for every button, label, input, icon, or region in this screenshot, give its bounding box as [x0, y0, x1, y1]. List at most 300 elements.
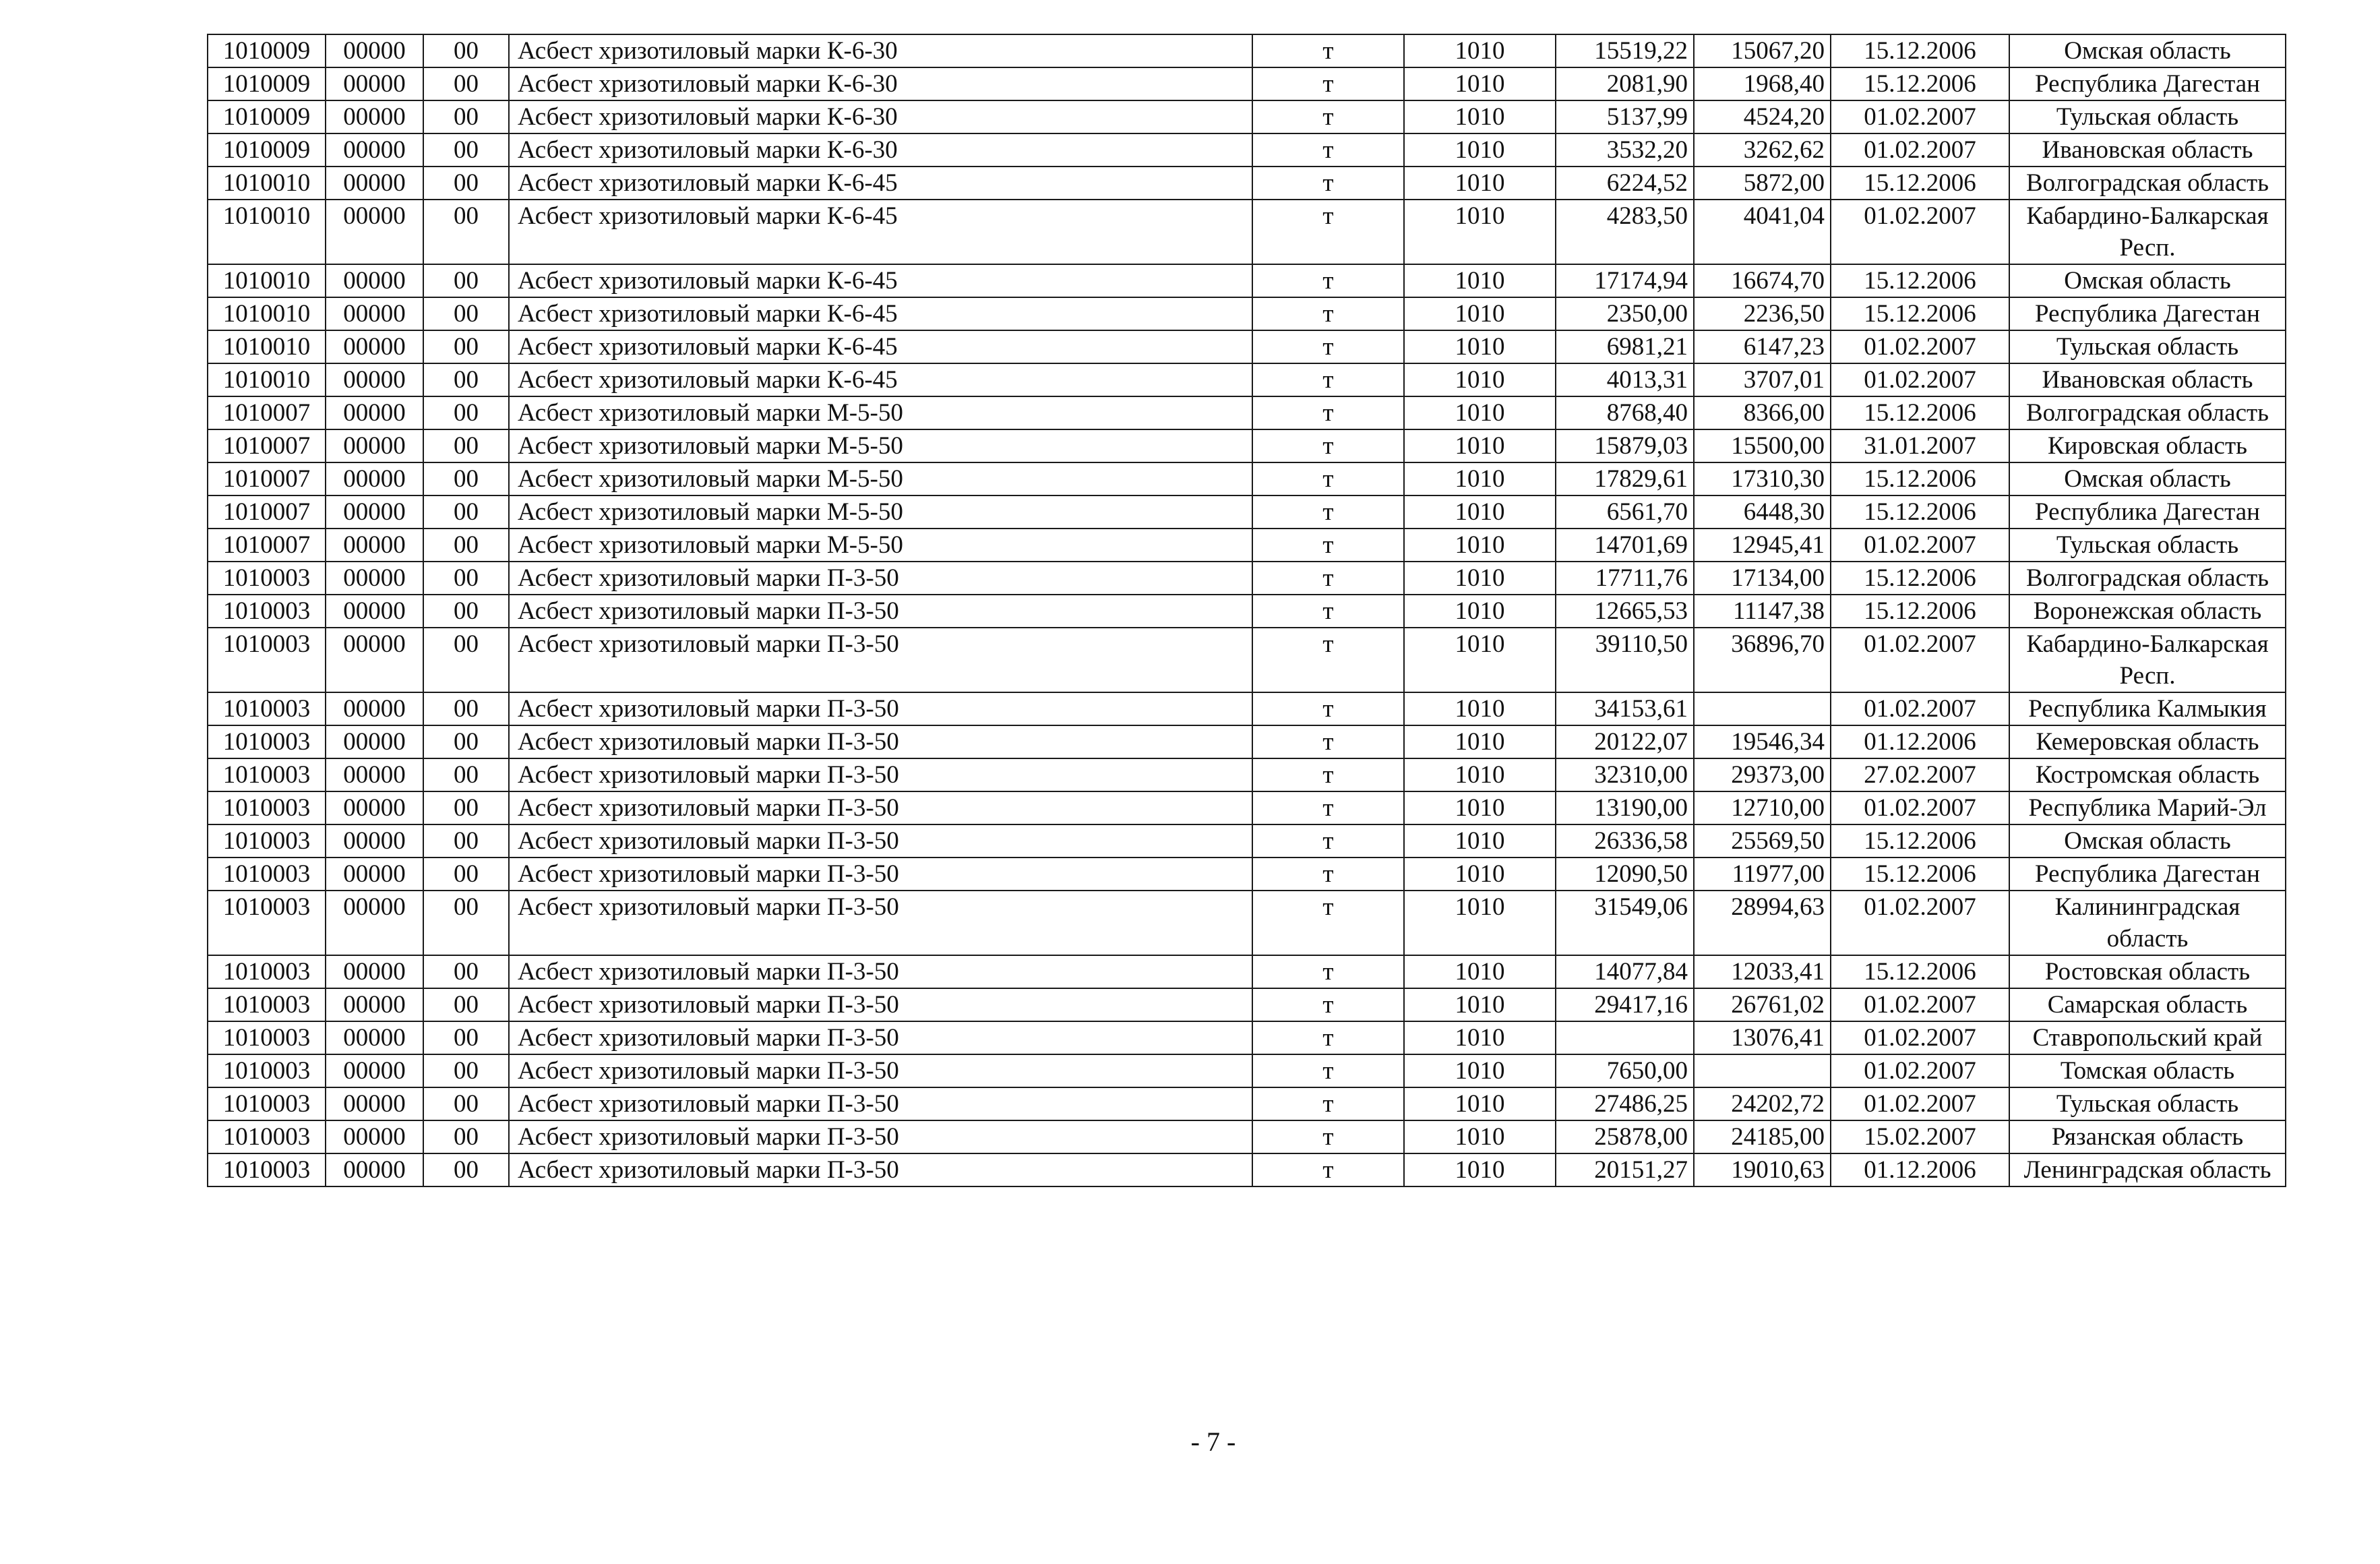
- price-1-cell: 2350,00: [1556, 297, 1694, 330]
- product-name-cell: Асбест хризотиловый марки П-3-50: [509, 725, 1252, 758]
- unit-cell: т: [1252, 297, 1404, 330]
- group-code-cell: 00: [423, 1054, 509, 1087]
- date-cell: 01.02.2007: [1831, 330, 2009, 363]
- price-table: [207, 34, 2286, 1187]
- subcode-cell: 00000: [326, 200, 423, 264]
- price-1-cell: 27486,25: [1556, 1087, 1694, 1120]
- product-code-cell: 1010003: [208, 891, 326, 955]
- price-table-body: [208, 34, 2286, 1186]
- group-code-cell: 00: [423, 692, 509, 725]
- product-code-cell: 1010009: [208, 34, 326, 67]
- product-code-cell: 1010003: [208, 1087, 326, 1120]
- product-code-cell: 1010003: [208, 988, 326, 1021]
- unit-cell: т: [1252, 595, 1404, 628]
- region-cell: Ставропольский край: [2009, 1021, 2286, 1054]
- group-code-cell: 00: [423, 529, 509, 562]
- date-cell: 15.12.2006: [1831, 34, 2009, 67]
- product-name-cell: Асбест хризотиловый марки П-3-50: [509, 562, 1252, 595]
- price-2-cell: 4041,04: [1694, 200, 1831, 264]
- region-cell: Кабардино-Балкарская Респ.: [2009, 628, 2286, 692]
- date-cell: 01.02.2007: [1831, 529, 2009, 562]
- date-cell: 15.12.2006: [1831, 562, 2009, 595]
- product-code-cell: 1010010: [208, 330, 326, 363]
- price-1-cell: 4283,50: [1556, 200, 1694, 264]
- product-code-cell: 1010007: [208, 529, 326, 562]
- group-code-cell: 00: [423, 297, 509, 330]
- price-1-cell: 4013,31: [1556, 363, 1694, 396]
- price-1-cell: 15879,03: [1556, 429, 1694, 462]
- region-cell: Омская область: [2009, 462, 2286, 495]
- price-2-cell: 25569,50: [1694, 824, 1831, 858]
- subcode-cell: 00000: [326, 297, 423, 330]
- date-cell: 01.02.2007: [1831, 628, 2009, 692]
- group-code-cell: 00: [423, 955, 509, 988]
- date-cell: 27.02.2007: [1831, 758, 2009, 791]
- region-cell: Ивановская область: [2009, 363, 2286, 396]
- unit-code-cell: 1010: [1404, 1054, 1556, 1087]
- region-cell: Республика Калмыкия: [2009, 692, 2286, 725]
- table-row: [208, 363, 2286, 396]
- table-row: [208, 758, 2286, 791]
- subcode-cell: 00000: [326, 628, 423, 692]
- subcode-cell: 00000: [326, 429, 423, 462]
- product-code-cell: 1010003: [208, 1054, 326, 1087]
- date-cell: 15.12.2006: [1831, 495, 2009, 529]
- table-row: [208, 791, 2286, 824]
- region-cell: Тульская область: [2009, 100, 2286, 133]
- price-2-cell: 15500,00: [1694, 429, 1831, 462]
- product-code-cell: 1010003: [208, 791, 326, 824]
- unit-cell: т: [1252, 692, 1404, 725]
- unit-code-cell: 1010: [1404, 1120, 1556, 1153]
- product-name-cell: Асбест хризотиловый марки П-3-50: [509, 595, 1252, 628]
- subcode-cell: 00000: [326, 133, 423, 167]
- subcode-cell: 00000: [326, 330, 423, 363]
- date-cell: 01.02.2007: [1831, 891, 2009, 955]
- product-name-cell: Асбест хризотиловый марки К-6-30: [509, 34, 1252, 67]
- region-cell: Республика Дагестан: [2009, 297, 2286, 330]
- price-1-cell: 12090,50: [1556, 858, 1694, 891]
- price-2-cell: 6448,30: [1694, 495, 1831, 529]
- subcode-cell: 00000: [326, 167, 423, 200]
- product-name-cell: Асбест хризотиловый марки К-6-45: [509, 330, 1252, 363]
- price-1-cell: 6561,70: [1556, 495, 1694, 529]
- price-1-cell: 31549,06: [1556, 891, 1694, 955]
- subcode-cell: 00000: [326, 34, 423, 67]
- price-2-cell: 12710,00: [1694, 791, 1831, 824]
- unit-code-cell: 1010: [1404, 495, 1556, 529]
- subcode-cell: 00000: [326, 264, 423, 297]
- table-row: [208, 824, 2286, 858]
- subcode-cell: 00000: [326, 462, 423, 495]
- unit-cell: т: [1252, 529, 1404, 562]
- region-cell: Омская область: [2009, 264, 2286, 297]
- unit-code-cell: 1010: [1404, 858, 1556, 891]
- price-2-cell: 17134,00: [1694, 562, 1831, 595]
- subcode-cell: 00000: [326, 1021, 423, 1054]
- region-cell: Омская область: [2009, 824, 2286, 858]
- product-name-cell: Асбест хризотиловый марки П-3-50: [509, 1087, 1252, 1120]
- subcode-cell: 00000: [326, 595, 423, 628]
- date-cell: 01.02.2007: [1831, 1087, 2009, 1120]
- unit-code-cell: 1010: [1404, 462, 1556, 495]
- product-name-cell: Асбест хризотиловый марки М-5-50: [509, 396, 1252, 429]
- unit-cell: т: [1252, 363, 1404, 396]
- group-code-cell: 00: [423, 988, 509, 1021]
- subcode-cell: 00000: [326, 363, 423, 396]
- date-cell: 31.01.2007: [1831, 429, 2009, 462]
- unit-code-cell: 1010: [1404, 628, 1556, 692]
- product-code-cell: 1010003: [208, 858, 326, 891]
- subcode-cell: 00000: [326, 67, 423, 100]
- product-name-cell: Асбест хризотиловый марки П-3-50: [509, 1120, 1252, 1153]
- unit-cell: т: [1252, 100, 1404, 133]
- product-name-cell: Асбест хризотиловый марки П-3-50: [509, 758, 1252, 791]
- product-name-cell: Асбест хризотиловый марки П-3-50: [509, 628, 1252, 692]
- subcode-cell: 00000: [326, 988, 423, 1021]
- unit-cell: т: [1252, 791, 1404, 824]
- region-cell: Тульская область: [2009, 529, 2286, 562]
- table-row: [208, 264, 2286, 297]
- price-2-cell: 16674,70: [1694, 264, 1831, 297]
- unit-code-cell: 1010: [1404, 200, 1556, 264]
- unit-cell: т: [1252, 824, 1404, 858]
- unit-cell: т: [1252, 396, 1404, 429]
- unit-code-cell: 1010: [1404, 67, 1556, 100]
- price-1-cell: 15519,22: [1556, 34, 1694, 67]
- price-1-cell: 20122,07: [1556, 725, 1694, 758]
- price-1-cell: 13190,00: [1556, 791, 1694, 824]
- table-row: [208, 725, 2286, 758]
- price-1-cell: 39110,50: [1556, 628, 1694, 692]
- product-code-cell: 1010003: [208, 955, 326, 988]
- product-name-cell: Асбест хризотиловый марки П-3-50: [509, 791, 1252, 824]
- price-2-cell: [1694, 1054, 1831, 1087]
- group-code-cell: 00: [423, 133, 509, 167]
- price-2-cell: 26761,02: [1694, 988, 1831, 1021]
- price-2-cell: 11977,00: [1694, 858, 1831, 891]
- subcode-cell: 00000: [326, 858, 423, 891]
- unit-cell: т: [1252, 891, 1404, 955]
- unit-cell: т: [1252, 858, 1404, 891]
- product-code-cell: 1010009: [208, 100, 326, 133]
- product-name-cell: Асбест хризотиловый марки К-6-30: [509, 133, 1252, 167]
- price-2-cell: 19546,34: [1694, 725, 1831, 758]
- price-1-cell: 29417,16: [1556, 988, 1694, 1021]
- unit-cell: т: [1252, 330, 1404, 363]
- product-code-cell: 1010009: [208, 67, 326, 100]
- price-1-cell: 17711,76: [1556, 562, 1694, 595]
- product-name-cell: Асбест хризотиловый марки П-3-50: [509, 1021, 1252, 1054]
- group-code-cell: 00: [423, 1087, 509, 1120]
- group-code-cell: 00: [423, 396, 509, 429]
- group-code-cell: 00: [423, 1153, 509, 1186]
- date-cell: 01.02.2007: [1831, 100, 2009, 133]
- product-name-cell: Асбест хризотиловый марки П-3-50: [509, 824, 1252, 858]
- price-2-cell: 28994,63: [1694, 891, 1831, 955]
- price-1-cell: 20151,27: [1556, 1153, 1694, 1186]
- subcode-cell: 00000: [326, 692, 423, 725]
- table-row: [208, 1087, 2286, 1120]
- price-1-cell: 3532,20: [1556, 133, 1694, 167]
- unit-cell: т: [1252, 67, 1404, 100]
- group-code-cell: 00: [423, 34, 509, 67]
- group-code-cell: 00: [423, 791, 509, 824]
- product-code-cell: 1010003: [208, 1120, 326, 1153]
- unit-code-cell: 1010: [1404, 595, 1556, 628]
- date-cell: 15.12.2006: [1831, 67, 2009, 100]
- unit-cell: т: [1252, 758, 1404, 791]
- unit-code-cell: 1010: [1404, 791, 1556, 824]
- region-cell: Кемеровская область: [2009, 725, 2286, 758]
- table-row: [208, 396, 2286, 429]
- price-1-cell: 2081,90: [1556, 67, 1694, 100]
- unit-code-cell: 1010: [1404, 330, 1556, 363]
- unit-cell: т: [1252, 955, 1404, 988]
- unit-cell: т: [1252, 264, 1404, 297]
- price-2-cell: 3707,01: [1694, 363, 1831, 396]
- region-cell: Тульская область: [2009, 1087, 2286, 1120]
- product-code-cell: 1010003: [208, 595, 326, 628]
- group-code-cell: 00: [423, 824, 509, 858]
- date-cell: 15.12.2006: [1831, 264, 2009, 297]
- group-code-cell: 00: [423, 725, 509, 758]
- date-cell: 01.12.2006: [1831, 725, 2009, 758]
- price-1-cell: [1556, 1021, 1694, 1054]
- unit-cell: т: [1252, 988, 1404, 1021]
- group-code-cell: 00: [423, 429, 509, 462]
- product-code-cell: 1010003: [208, 758, 326, 791]
- date-cell: 01.02.2007: [1831, 1021, 2009, 1054]
- region-cell: Ивановская область: [2009, 133, 2286, 167]
- region-cell: Ленинградская область: [2009, 1153, 2286, 1186]
- group-code-cell: 00: [423, 628, 509, 692]
- group-code-cell: 00: [423, 100, 509, 133]
- region-cell: Калининградская область: [2009, 891, 2286, 955]
- product-name-cell: Асбест хризотиловый марки К-6-45: [509, 264, 1252, 297]
- unit-code-cell: 1010: [1404, 396, 1556, 429]
- table-row: [208, 429, 2286, 462]
- subcode-cell: 00000: [326, 824, 423, 858]
- region-cell: Республика Дагестан: [2009, 495, 2286, 529]
- group-code-cell: 00: [423, 1021, 509, 1054]
- price-1-cell: 26336,58: [1556, 824, 1694, 858]
- group-code-cell: 00: [423, 595, 509, 628]
- date-cell: 15.12.2006: [1831, 396, 2009, 429]
- product-code-cell: 1010010: [208, 264, 326, 297]
- subcode-cell: 00000: [326, 891, 423, 955]
- date-cell: 15.12.2006: [1831, 462, 2009, 495]
- product-name-cell: Асбест хризотиловый марки К-6-30: [509, 100, 1252, 133]
- price-2-cell: 4524,20: [1694, 100, 1831, 133]
- table-row: [208, 67, 2286, 100]
- table-row: [208, 462, 2286, 495]
- price-2-cell: 3262,62: [1694, 133, 1831, 167]
- date-cell: 01.02.2007: [1831, 1054, 2009, 1087]
- price-2-cell: 5872,00: [1694, 167, 1831, 200]
- unit-code-cell: 1010: [1404, 363, 1556, 396]
- subcode-cell: 00000: [326, 495, 423, 529]
- group-code-cell: 00: [423, 200, 509, 264]
- unit-cell: т: [1252, 200, 1404, 264]
- unit-code-cell: 1010: [1404, 297, 1556, 330]
- unit-cell: т: [1252, 1021, 1404, 1054]
- table-row: [208, 1120, 2286, 1153]
- subcode-cell: 00000: [326, 725, 423, 758]
- unit-code-cell: 1010: [1404, 34, 1556, 67]
- group-code-cell: 00: [423, 891, 509, 955]
- date-cell: 15.12.2006: [1831, 167, 2009, 200]
- product-code-cell: 1010003: [208, 824, 326, 858]
- region-cell: Волгоградская область: [2009, 562, 2286, 595]
- group-code-cell: 00: [423, 363, 509, 396]
- price-1-cell: 8768,40: [1556, 396, 1694, 429]
- subcode-cell: 00000: [326, 1120, 423, 1153]
- table-row: [208, 1153, 2286, 1186]
- region-cell: Республика Марий-Эл: [2009, 791, 2286, 824]
- product-code-cell: 1010003: [208, 1153, 326, 1186]
- region-cell: Рязанская область: [2009, 1120, 2286, 1153]
- price-2-cell: 15067,20: [1694, 34, 1831, 67]
- price-2-cell: 36896,70: [1694, 628, 1831, 692]
- price-1-cell: 7650,00: [1556, 1054, 1694, 1087]
- product-name-cell: Асбест хризотиловый марки К-6-45: [509, 200, 1252, 264]
- price-2-cell: 1968,40: [1694, 67, 1831, 100]
- subcode-cell: 00000: [326, 396, 423, 429]
- unit-cell: т: [1252, 34, 1404, 67]
- unit-cell: т: [1252, 1120, 1404, 1153]
- product-code-cell: 1010009: [208, 133, 326, 167]
- price-2-cell: [1694, 692, 1831, 725]
- table-row: [208, 891, 2286, 955]
- price-2-cell: 8366,00: [1694, 396, 1831, 429]
- table-row: [208, 529, 2286, 562]
- unit-cell: т: [1252, 562, 1404, 595]
- table-row: [208, 988, 2286, 1021]
- price-2-cell: 13076,41: [1694, 1021, 1831, 1054]
- unit-code-cell: 1010: [1404, 100, 1556, 133]
- table-row: [208, 955, 2286, 988]
- unit-code-cell: 1010: [1404, 562, 1556, 595]
- group-code-cell: 00: [423, 758, 509, 791]
- product-name-cell: Асбест хризотиловый марки П-3-50: [509, 988, 1252, 1021]
- price-1-cell: 14701,69: [1556, 529, 1694, 562]
- region-cell: Костромская область: [2009, 758, 2286, 791]
- date-cell: 01.02.2007: [1831, 200, 2009, 264]
- price-1-cell: 17174,94: [1556, 264, 1694, 297]
- product-code-cell: 1010010: [208, 363, 326, 396]
- price-1-cell: 6224,52: [1556, 167, 1694, 200]
- subcode-cell: 00000: [326, 758, 423, 791]
- unit-cell: т: [1252, 1087, 1404, 1120]
- price-2-cell: 17310,30: [1694, 462, 1831, 495]
- table-row: [208, 692, 2286, 725]
- group-code-cell: 00: [423, 330, 509, 363]
- table-row: [208, 1021, 2286, 1054]
- page-number: - 7 -: [1190, 1426, 1236, 1457]
- product-name-cell: Асбест хризотиловый марки П-3-50: [509, 955, 1252, 988]
- group-code-cell: 00: [423, 67, 509, 100]
- group-code-cell: 00: [423, 167, 509, 200]
- unit-cell: т: [1252, 429, 1404, 462]
- price-1-cell: 32310,00: [1556, 758, 1694, 791]
- table-row: [208, 200, 2286, 264]
- table-row: [208, 562, 2286, 595]
- date-cell: 15.12.2006: [1831, 824, 2009, 858]
- date-cell: 15.12.2006: [1831, 955, 2009, 988]
- table-row: [208, 628, 2286, 692]
- subcode-cell: 00000: [326, 1153, 423, 1186]
- table-row: [208, 167, 2286, 200]
- region-cell: Воронежская область: [2009, 595, 2286, 628]
- region-cell: Самарская область: [2009, 988, 2286, 1021]
- unit-code-cell: 1010: [1404, 429, 1556, 462]
- region-cell: Волгоградская область: [2009, 167, 2286, 200]
- region-cell: Кировская область: [2009, 429, 2286, 462]
- price-2-cell: 24185,00: [1694, 1120, 1831, 1153]
- product-code-cell: 1010003: [208, 562, 326, 595]
- region-cell: Тульская область: [2009, 330, 2286, 363]
- date-cell: 15.12.2006: [1831, 595, 2009, 628]
- price-2-cell: 12033,41: [1694, 955, 1831, 988]
- unit-code-cell: 1010: [1404, 167, 1556, 200]
- product-name-cell: Асбест хризотиловый марки К-6-45: [509, 297, 1252, 330]
- group-code-cell: 00: [423, 264, 509, 297]
- product-code-cell: 1010007: [208, 462, 326, 495]
- unit-code-cell: 1010: [1404, 1021, 1556, 1054]
- table-row: [208, 133, 2286, 167]
- region-cell: Томская область: [2009, 1054, 2286, 1087]
- region-cell: Ростовская область: [2009, 955, 2286, 988]
- price-1-cell: 5137,99: [1556, 100, 1694, 133]
- unit-code-cell: 1010: [1404, 529, 1556, 562]
- region-cell: Республика Дагестан: [2009, 67, 2286, 100]
- date-cell: 15.12.2006: [1831, 858, 2009, 891]
- product-name-cell: Асбест хризотиловый марки П-3-50: [509, 891, 1252, 955]
- unit-code-cell: 1010: [1404, 891, 1556, 955]
- product-name-cell: Асбест хризотиловый марки К-6-45: [509, 167, 1252, 200]
- unit-code-cell: 1010: [1404, 264, 1556, 297]
- product-code-cell: 1010010: [208, 200, 326, 264]
- unit-cell: т: [1252, 495, 1404, 529]
- unit-code-cell: 1010: [1404, 824, 1556, 858]
- table-row: [208, 1054, 2286, 1087]
- price-2-cell: 2236,50: [1694, 297, 1831, 330]
- date-cell: 01.02.2007: [1831, 791, 2009, 824]
- unit-code-cell: 1010: [1404, 725, 1556, 758]
- price-1-cell: 6981,21: [1556, 330, 1694, 363]
- group-code-cell: 00: [423, 495, 509, 529]
- product-code-cell: 1010003: [208, 1021, 326, 1054]
- table-row: [208, 330, 2286, 363]
- product-code-cell: 1010007: [208, 495, 326, 529]
- product-code-cell: 1010003: [208, 725, 326, 758]
- date-cell: 15.12.2006: [1831, 297, 2009, 330]
- product-name-cell: Асбест хризотиловый марки М-5-50: [509, 462, 1252, 495]
- price-2-cell: 6147,23: [1694, 330, 1831, 363]
- unit-cell: т: [1252, 628, 1404, 692]
- unit-cell: т: [1252, 133, 1404, 167]
- region-cell: Кабардино-Балкарская Респ.: [2009, 200, 2286, 264]
- product-code-cell: 1010003: [208, 692, 326, 725]
- product-name-cell: Асбест хризотиловый марки М-5-50: [509, 529, 1252, 562]
- unit-cell: т: [1252, 1153, 1404, 1186]
- price-2-cell: 12945,41: [1694, 529, 1831, 562]
- unit-code-cell: 1010: [1404, 988, 1556, 1021]
- product-name-cell: Асбест хризотиловый марки П-3-50: [509, 858, 1252, 891]
- price-1-cell: 17829,61: [1556, 462, 1694, 495]
- price-2-cell: 11147,38: [1694, 595, 1831, 628]
